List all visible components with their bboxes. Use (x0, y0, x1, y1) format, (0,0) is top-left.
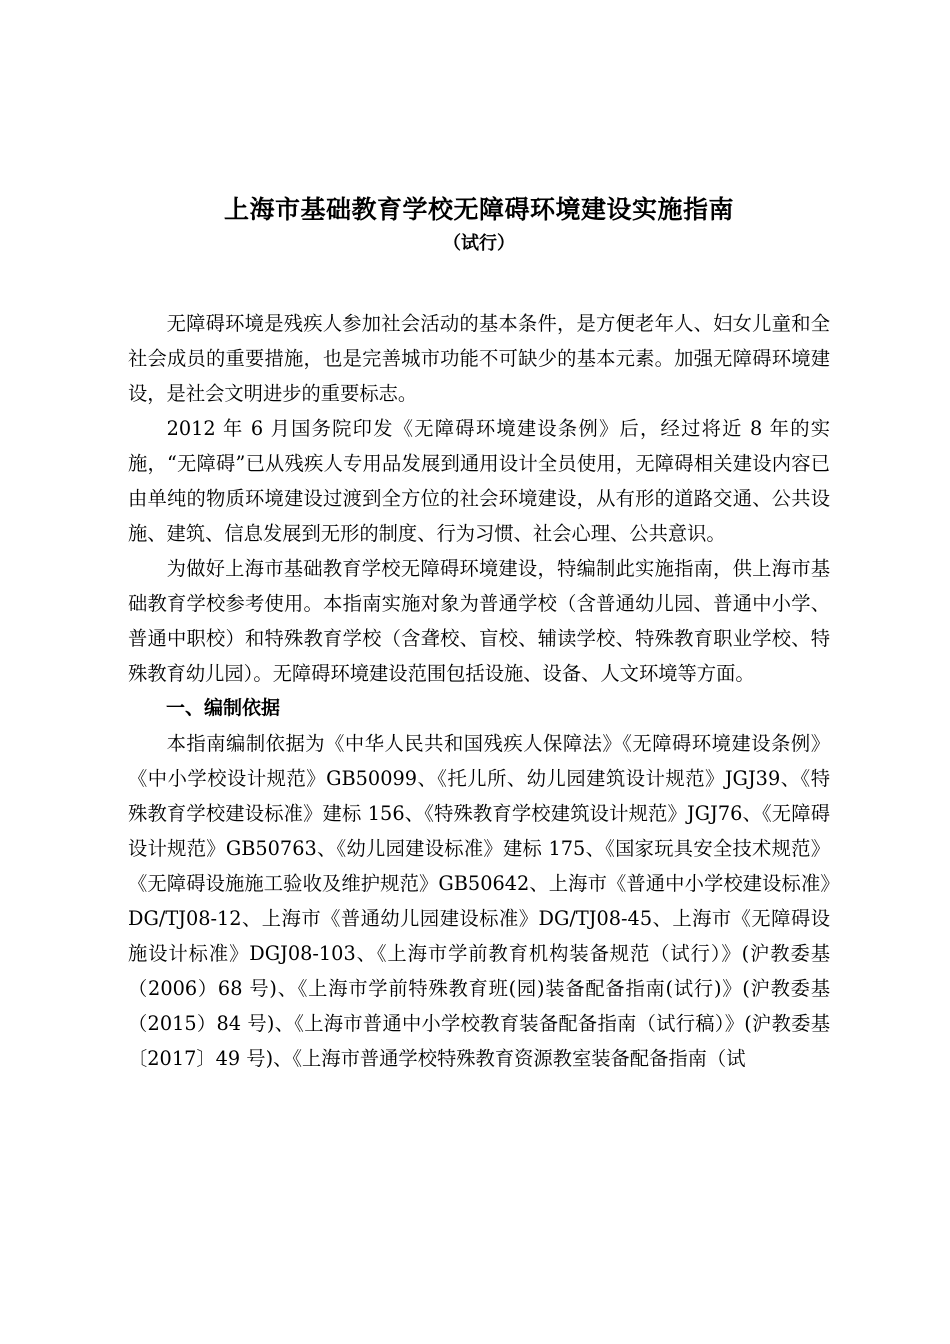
document-page (128, 192, 830, 1076)
intro-paragraph-1: 无障碍环境是残疾人参加社会活动的基本条件，是方便老年人、妇女儿童和全社会成员的重要措施，也是完善城市功能不可缺少的基本元素。加强无障碍环境建设，是社会文明进步的重要标志。 (128, 312, 830, 405)
intro-paragraph-3: 为做好上海市基础教育学校无障碍环境建设，特编制此实施指南，供上海市基础教育学校参考使用。本指南实施对象为普通学校（含普通幼儿园、普通中小学、普通中职校）和特殊教育学校（含聋校、盲校、辅读学校、特殊教育职业学校、特殊教育幼儿园）。无障碍环境建设范围包括设施、设备、人文环境等方面。 (128, 557, 830, 685)
section-heading-basis: 一、编制依据 (166, 697, 281, 719)
intro-paragraph-2: 2012 年 6 月国务院印发《无障碍环境建设条例》后，经过将近 8 年的实施，“无障碍”已从残疾人专用品发展到通用设计全员使用，无障碍相关建设内容已由单纯的物质环境建设过渡到全方位的社会环境建设，从有形的道路交通、公共设施、建筑、信息发展到无形的制度、行为习惯、社会心理、公共意识。 (128, 417, 830, 545)
document-subtitle: （试行） (443, 233, 515, 254)
section-paragraph-basis: 本指南编制依据为《中华人民共和国残疾人保障法》《无障碍环境建设条例》《中小学校设计规范》GB50099、《托儿所、幼儿园建筑设计规范》JGJ39、《特殊教育学校建设标准》建标 156、《特殊教育学校建筑设计规范》JGJ76、《无障碍设计规范》GB50763、《幼儿园建设标准》建标 175、《国家玩具安全技术规范》《无障碍设施施工验收及维护规范》GB50642、上海市《普通中小学校建设标准》DG/TJ08-12、上海市《普通幼儿园建设标准》DG/TJ08-45、上海市《无障碍设施设计标准》DGJ08-103、《上海市学前教育机构装备规范（试行）》(沪教委基（2006）68 号)、《上海市学前特殊教育班(园)装备配备指南(试行)》(沪教委基（2015）84 号)、《上海市普通中小学校教育装备配备指南（试行稿）》(沪教委基〔2017〕49 号)、《上海市普通学校特殊教育资源教室装备配备指南（试 (128, 732, 831, 1070)
document-body (128, 306, 830, 1076)
document-title: 上海市基础教育学校无障碍环境建设实施指南 (223, 195, 734, 224)
